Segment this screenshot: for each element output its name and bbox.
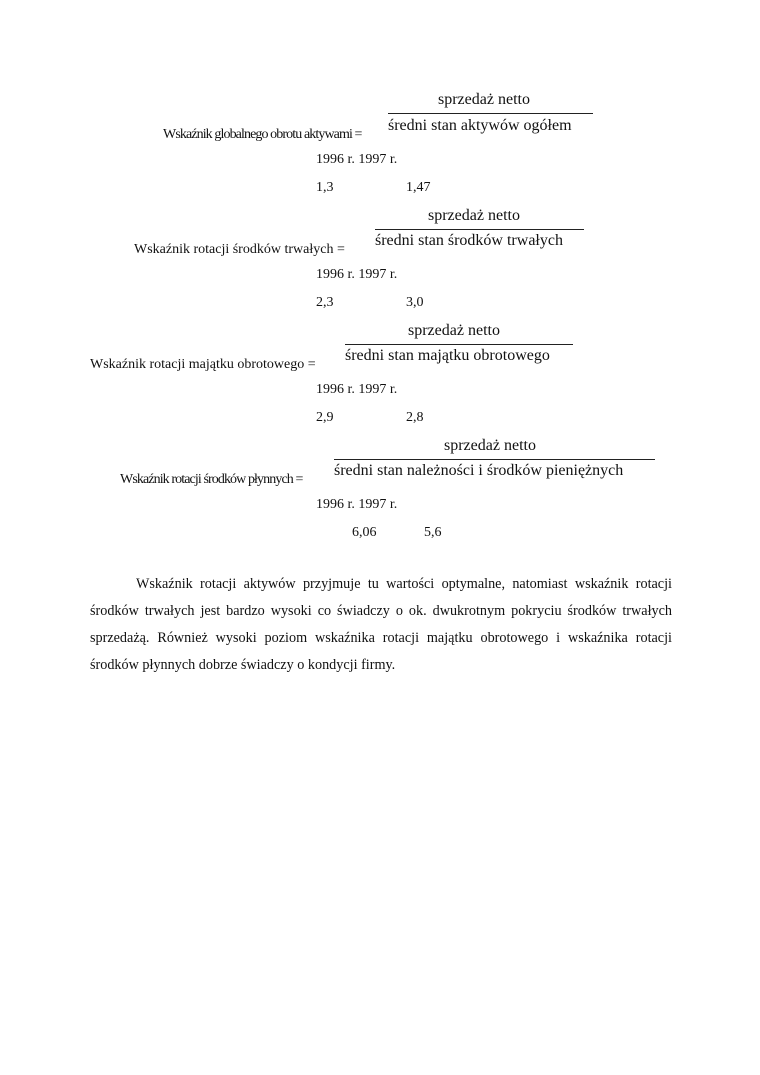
formula-3-years: 1996 r. 1997 r. [316, 382, 398, 397]
formula-2-fraction-bar [375, 229, 584, 230]
formula-3-value-1996: 2,9 [316, 410, 334, 425]
formula-2-years: 1996 r. 1997 r. [316, 267, 398, 282]
formula-2-value-1996: 2,3 [316, 295, 334, 310]
formula-4-value-1997: 5,6 [424, 525, 442, 540]
formula-2-label: Wskaźnik rotacji środków trwałych = [134, 242, 345, 257]
formula-1-denominator: średni stan aktywów ogółem [388, 117, 572, 134]
formula-4-numerator: sprzedaż netto [444, 437, 536, 454]
formula-2-value-1997: 3,0 [406, 295, 424, 310]
formula-1-label: Wskaźnik globalnego obrotu aktywami = [163, 127, 362, 142]
formula-2-denominator: średni stan środków trwałych [375, 232, 563, 249]
conclusion-text: Wskaźnik rotacji aktywów przyjmuje tu wartości optymalne, natomiast wskaźnik rotacji środków trwałych jest bardzo wysoki co świadczy o ok. dwukrotnym pokryciu środków trwałych sprzedażą. Również wysoki poziom wskaźnika rotacji majątku obrotowego i wskaźnika rotacji środków płynnych dobrze świadczy o kondycji firmy. [90, 576, 672, 673]
formula-2-numerator: sprzedaż netto [428, 207, 520, 224]
formula-1-value-1997: 1,47 [406, 180, 431, 195]
formula-4-denominator: średni stan należności i środków pieniężnych [334, 462, 624, 479]
formula-1-fraction-bar [388, 113, 593, 114]
formula-4-value-1996: 6,06 [352, 525, 377, 540]
formula-1-value-1996: 1,3 [316, 180, 334, 195]
formula-4-label: Wskaźnik rotacji środków płynnych = [120, 472, 303, 487]
formula-3-denominator: średni stan majątku obrotowego [345, 347, 550, 364]
formula-4-fraction-bar [334, 459, 655, 460]
formula-1-numerator: sprzedaż netto [438, 91, 530, 108]
formula-4-years: 1996 r. 1997 r. [316, 497, 398, 512]
formula-3-fraction-bar [345, 344, 573, 345]
formula-3-label: Wskaźnik rotacji majątku obrotowego = [90, 357, 316, 372]
formula-3-numerator: sprzedaż netto [408, 322, 500, 339]
conclusion-paragraph [90, 571, 672, 679]
formula-3-value-1997: 2,8 [406, 410, 424, 425]
formula-1-years: 1996 r. 1997 r. [316, 152, 398, 167]
